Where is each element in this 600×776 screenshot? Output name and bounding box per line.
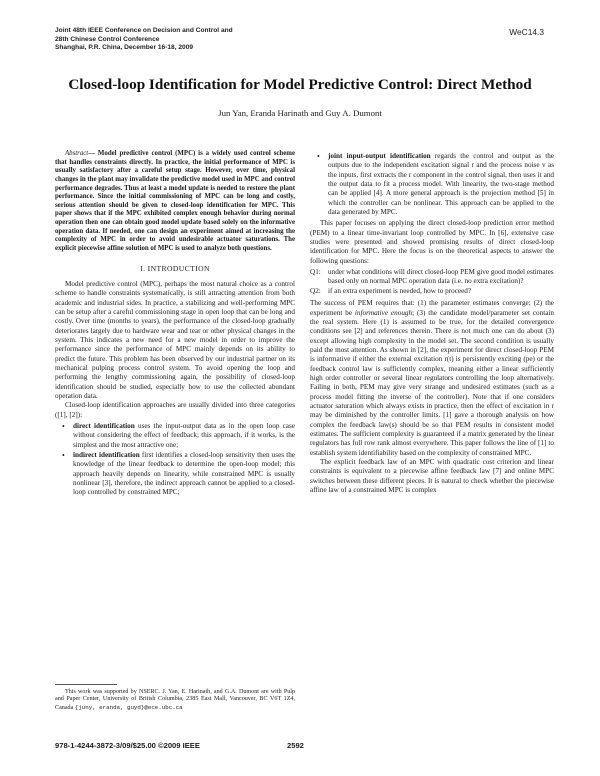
questions-list [310,268,554,296]
pem-success-paragraph [310,299,554,458]
bullet-term: indirect identification [73,451,140,460]
list-item [55,422,295,450]
bullet-icon: • [62,422,65,431]
abstract-text: — Model predictive control (MPC) is a widely used control scheme that handles constraints directly. In practice, the initial performance of MPC is usually satisfactory after a careful setup stage. However, over time, physical changes in the plant may invalidate the predictive model used in MPC and control performance degrades. Thus at least a model update is needed to restore the plant performance. Since the initial commissioning of MPC can be long and costly, serious attention should be given to closed-loop identification for MPC. This paper shows that if the MPC exhibited complex enough behavior during normal operation then one can obtain good model update based solely on the informative operation data. If needed, one can design an experiment aimed at increasing the complexity of MPC in order to avoid undesirable actuator saturations. The explicit piecewise affine solution of MPC is used to analyze both questions. [55,150,295,252]
focus-paragraph: This paper focuses on applying the direct closed-loop prediction error method (PEM) to a linear time-invariant loop controlled by MPC. In [6], extensive case studies were presented and showed promising results of direct closed-loop identification for MPC. Here the focus is on the theoretical aspects to answer the following questions: [310,219,554,265]
footnote-emails: {juny, eranda, guyd}@ece.ubc.ca [74,703,183,711]
question-text: if an extra experiment is needed, how to proceed? [328,286,472,295]
list-item [310,152,554,217]
abstract [55,150,295,254]
session-code: WeC14.3 [509,27,544,37]
abstract-label: Abstract [65,150,89,157]
identification-categories-list [55,422,295,498]
intro-paragraph-2: Closed-loop identification approaches are usually divided into three categories ([1], [2]): [55,401,295,419]
footnote-text: This work was supported by NSERC. J. Yan, E. Harinath, and G.A. Dumont are with Pulp and Paper Center, University of British Columbia, 2385 East Mall, Vancouver, BC V6T 1Z4, Canada [55,689,295,711]
identification-categories-list-continued [310,152,554,217]
bullet-term: direct identification [73,422,135,430]
question-number: Q1: [310,268,321,277]
right-column [310,150,554,495]
page-number: 2592 [287,741,304,750]
bullet-term: joint input-output identification [328,152,431,160]
conference-line-2: 28th Chinese Control Conference [55,35,160,43]
footnote-divider [55,684,117,685]
bullet-icon: • [317,152,320,161]
intro-paragraph-1: Model predictive control (MPC), perhaps the most natural choice as a control scheme to handle constraints systematically, is still attracting attention from both academic and industrial sides. In practice, a stabilizing and well-performing MPC can be setup after a careful commissioning stage in open loop that can be long and costly. Over time (months to years), the performance of the closed-loop gradually deteriorates largely due to hardware wear and tear or other physical changes in the system. This indicates a new need for a new model in order to improve the performance since the performance of MPC mainly depends on its ability to predict the future. This problem has been observed by our industrial partner on its mechanical pulping process control system. To avoid opening the loop and performing the lengthy commissioning again, the possibility of closed-loop identification should be studied, especially how to use the collected abundant operation data. [55,279,295,400]
question-item [310,287,554,296]
explicit-law-paragraph: The explicit feedback law of an MPC with quadratic cost criterion and linear constraints is equivalent to a piecewise affine feedback law [7] and online MPC switches between these different pieces. It is natural to check whether the piecewise affine law of a constrained MPC is complex [310,458,554,495]
conference-line-1: Joint 48th IEEE Conference on Decision and Control and [55,27,233,34]
bullet-icon: • [62,451,65,461]
pem-success-text-b: ; (3) the candidate model/parameter set contain the real system. Here (1) is assumed to be true, for the detailed convergence conditions see [2] and references therein. There is not much one can do about (3) except allowing high complexity in the model set. The second condition is usually paid the most attention. As shown in [2], the experiment for direct closed-loop PEM is informative if either the external excitation r(t) is persistently exciting (pe) or the feedback control law is sufficiently complex, meaning either a linear sufficiently high order controller or several linear regulators controlling the loop alternatively. Failing in both, PEM may give very strange and undesired estimates (such as a process model fitting the inverse of the controller). Note that if one considers actuator saturation which always exists in practice, then the effect of excitation in r may be diminished by the controller limits. [1] gave a thorough analysis on how complex the feedback law(s) should be so that PEM results in consistent model estimates. The sufficient complexity is guaranteed if a matrix generated by the linear regulators has full row rank almost everywhere. This paper follows the line of [1] to establish system identifiability based on the complexity of constrained MPC. [310,308,554,457]
list-item [55,451,295,498]
authors: Jun Yan, Eranda Harinath and Guy A. Dumont [218,108,382,118]
pem-success-text-a: The success of PEM requires that: (1) the parameter estimates converge; (2) the experiment be [310,299,554,317]
section-heading-introduction: I. INTRODUCTION [140,263,210,273]
bullet-text: uses the input-output data as in the open loop case without considering the effect of feedback; this approach, if it works, is the simplest and the most attractive one; [73,422,295,449]
conference-header [55,27,233,53]
conference-line-3: Shanghai, P.R. China, December 16-18, 2009 [55,44,194,52]
left-column [55,150,295,500]
question-number: Q2: [310,286,321,295]
question-text: under what conditions will direct closed-loop PEM give good model estimates based only on normal MPC operation data (i.e. no extra excitation)? [328,268,554,286]
footnote [55,689,295,712]
paper-title: Closed-loop Identification for Model Predictive Control: Direct Method [68,76,532,93]
question-item [310,268,554,287]
isbn-footer: 978-1-4244-3872-3/09/$25.00 ©2009 IEEE [55,741,200,750]
bullet-text: first identifies a closed-loop sensitivity then uses the knowledge of the linear feedback to determine the open-loop model; this approach heavily depends on linearity, while constrained MPC is usually nonlinear [3], therefore, the indirect approach cannot be applied to a closed-loop controlled by constrained MPC; [73,451,295,497]
bullet-text: regards the control and output as the outputs due to the independent excitation signal r and the process noise v as the inputs, first extracts the r component in the control signal, then uses it and the output data to fit a process model. With linearity, the two-stage method can be applied [4]. A more general approach is the projection method [5] in which the controller can be nonlinear. This approach can be applied to the data generated by MPC. [328,152,554,217]
pem-success-emphasis: informative enough [354,308,413,317]
